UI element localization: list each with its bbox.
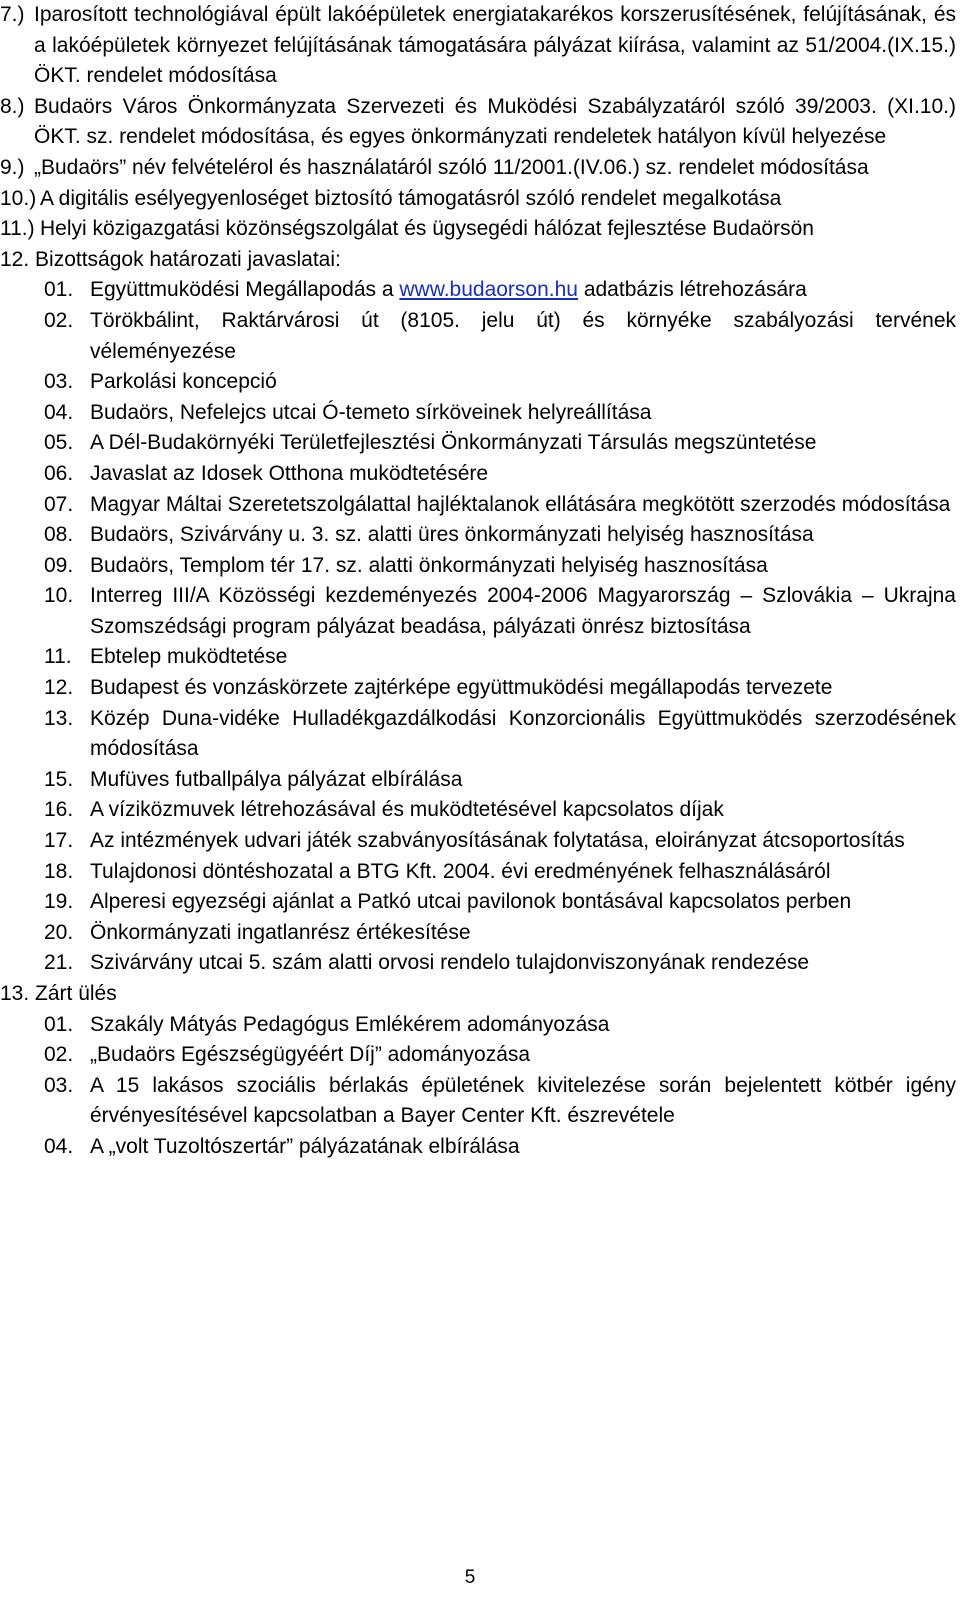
- budaorson-link[interactable]: www.budaorson.hu: [399, 278, 578, 302]
- item-text: Szakály Mátyás Pedagógus Emlékérem adományozása: [90, 1012, 610, 1036]
- item-text: Parkolási koncepció: [90, 370, 277, 394]
- item-number: 17.: [44, 829, 74, 853]
- item-text: Iparosított technológiával épült lakóépületek energiatakarékos korszerusítésének, felújításának, és a lakóépületek környezet felújításának támogatására pályázat kiírása, valamint az 51/2004.(IX.15.) ÖKT. rendelet módosítása: [34, 3, 956, 88]
- committee-items-list: [0, 306, 956, 979]
- item-text: Javaslat az Idosek Otthona muködtetésére: [90, 461, 489, 485]
- item-text: A víziközmuvek létrehozásával és muködtetésével kapcsolatos díjak: [90, 798, 724, 822]
- item-text: Mufüves futballpálya pályázat elbírálása: [90, 767, 463, 791]
- item-number: 02.: [44, 1043, 74, 1067]
- committee-item: [0, 765, 956, 796]
- item-text: Tulajdonosi döntéshozatal a BTG Kft. 2004. évi eredményének felhasználásáról: [90, 859, 831, 883]
- item-number: 16.: [44, 798, 74, 822]
- item-number: 7.): [0, 3, 25, 26]
- item-text: A digitális esélyegyenloséget biztosító támogatásról szóló rendelet megalkotása: [40, 186, 782, 210]
- item-text: Budaörs, Templom tér 17. sz. alatti önkormányzati helyiség hasznosítása: [90, 553, 768, 577]
- committee-item: [0, 795, 956, 826]
- agenda-item-7: [0, 0, 956, 92]
- committee-item: [0, 520, 956, 551]
- committee-item: [0, 918, 956, 949]
- committee-item: [0, 826, 956, 857]
- item-number: 08.: [44, 523, 74, 547]
- item-number: 11.): [0, 217, 35, 241]
- item-number: 8.): [0, 94, 25, 118]
- item-number: 05.: [44, 431, 74, 455]
- item-text: Szivárvány utcai 5. szám alatti orvosi rendelo tulajdonviszonyának rendezése: [90, 951, 810, 975]
- agenda-item-9: [0, 153, 956, 184]
- item-number: 01.: [44, 278, 74, 302]
- item-text: Az intézmények udvari játék szabványosításának folytatása, eloirányzat átcsoportosítás: [90, 829, 905, 853]
- item-text: Önkormányzati ingatlanrész értékesítése: [90, 920, 471, 944]
- item-number: 06.: [44, 461, 74, 485]
- item-text: A 15 lakásos szociális bérlakás épületének kivitelezése során bejelentett kötbér igény érvényesítésével kapcsolatban a Bayer Center Kft. észrevétele: [90, 1073, 956, 1128]
- item-text: „Budaörs” név felvételérol és használatáról szóló 11/2001.(IV.06.) sz. rendelet módosítása: [34, 155, 869, 179]
- item-number: 04.: [44, 1134, 74, 1158]
- section-12-heading: 12. Bizottságok határozati javaslatai:: [0, 247, 341, 271]
- item-number: 18.: [44, 859, 74, 883]
- committee-item: [0, 581, 956, 642]
- item-number: 02.: [44, 308, 74, 332]
- item-number: 15.: [44, 767, 74, 791]
- item-number: 01.: [44, 1012, 74, 1036]
- item-text: Együttmuködési Megállapodás a www.budaorson.hu adatbázis létrehozására: [90, 278, 807, 302]
- committee-item: [0, 642, 956, 673]
- item-number: 9.): [0, 155, 25, 179]
- committee-item: [0, 857, 956, 888]
- committee-item: [0, 428, 956, 459]
- committee-item: [0, 306, 956, 367]
- closed-session-item: [0, 1132, 956, 1163]
- item-number: 21.: [44, 951, 74, 975]
- item-text: Budaörs, Nefelejcs utcai Ó-temeto sírköveinek helyreállítása: [90, 400, 652, 424]
- agenda-item-10: [0, 184, 956, 215]
- item-number: 04.: [44, 400, 74, 424]
- item-text: A Dél-Budakörnyéki Területfejlesztési Önkormányzati Társulás megszüntetése: [90, 431, 817, 455]
- committee-item-01: [0, 275, 956, 306]
- item-number: 19.: [44, 890, 74, 914]
- item-text: Budapest és vonzáskörzete zajtérképe együttmuködési megállapodás tervezete: [90, 676, 833, 700]
- item-number: 12.: [44, 676, 74, 700]
- closed-session-item: [0, 1010, 956, 1041]
- item-text: Magyar Máltai Szeretetszolgálattal hajléktalanok ellátására megkötött szerzodés módosítása: [90, 492, 951, 516]
- committee-item: [0, 551, 956, 582]
- committee-item: [0, 459, 956, 490]
- committee-item: [0, 490, 956, 521]
- closed-session-item: [0, 1071, 956, 1132]
- item-text: Törökbálint, Raktárvárosi út (8105. jelu út) és környéke szabályozási tervének véleményezése: [90, 308, 956, 363]
- item-text: Ebtelep muködtetése: [90, 645, 288, 669]
- item-text: Közép Duna-vidéke Hulladékgazdálkodási Konzorcionális Együttmuködés szerzodésének módosítása: [90, 706, 956, 761]
- closed-session-items-list: [0, 1010, 956, 1163]
- item-number: 03.: [44, 1073, 74, 1097]
- item-text: Budaörs Város Önkormányzata Szervezeti és Muködési Szabályzatáról szóló 39/2003. (XI.10.) ÖKT. sz. rendelet módosítása, és egyes önkormányzati rendeletek hatályon kívül helyezése: [34, 94, 956, 149]
- item-text: Budaörs, Szivárvány u. 3. sz. alatti üres önkormányzati helyiség hasznosítása: [90, 523, 814, 547]
- section-13-heading: 13. Zárt ülés: [0, 982, 117, 1005]
- closed-session-item: [0, 1040, 956, 1071]
- agenda-item-11: [0, 214, 956, 245]
- item-text: „Budaörs Egészségügyéért Díj” adományozása: [90, 1043, 531, 1067]
- committee-item: [0, 887, 956, 918]
- item-text: Interreg III/A Közösségi kezdeményezés 2004-2006 Magyarország – Szlovákia – Ukrajna Szomszédsági program pályázat beadása, pályázati önrész biztosítása: [90, 584, 956, 638]
- item-number: 10.: [44, 584, 74, 608]
- item-text: Helyi közigazgatási közönségszolgálat és ügysegédi hálózat fejlesztése Budaörsön: [40, 217, 814, 241]
- item-text: Alperesi egyezségi ajánlat a Patkó utcai pavilonok bontásával kapcsolatos perben: [90, 890, 852, 914]
- item-number: 09.: [44, 553, 74, 577]
- committee-item: [0, 948, 956, 979]
- item-number: 11.: [44, 645, 72, 669]
- item-number: 20.: [44, 920, 74, 944]
- agenda-item-8: [0, 92, 956, 153]
- item-number: 07.: [44, 492, 74, 516]
- committee-item: [0, 673, 956, 704]
- page-number: 5: [464, 1567, 476, 1588]
- item-number: 10.): [0, 186, 37, 210]
- committee-item: [0, 704, 956, 765]
- committee-item: [0, 398, 956, 429]
- item-text: A „volt Tuzoltószertár” pályázatának elbírálása: [90, 1134, 520, 1158]
- committee-item: [0, 367, 956, 398]
- item-number: 03.: [44, 370, 74, 394]
- item-number: 13.: [44, 706, 74, 730]
